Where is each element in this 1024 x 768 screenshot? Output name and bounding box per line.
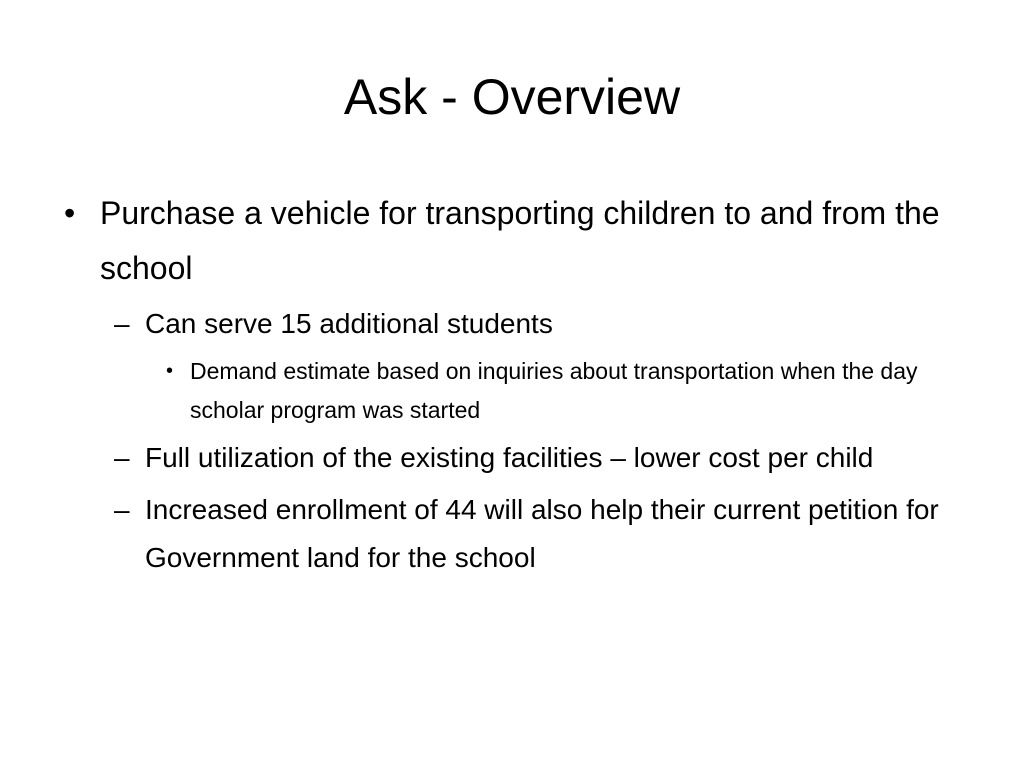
bullet-marker: • [166,360,174,382]
sub-bullet-increased-enrollment [58,486,998,582]
slide-title: Ask - Overview [343,69,681,125]
bullet-marker: • [64,195,76,231]
dash-marker: – [114,494,130,525]
sub-bullet-serve-students [58,300,998,348]
dash-marker: – [114,442,130,473]
sub-bullet-text: Can serve 15 additional students [145,308,553,339]
bullet-text: Purchase a vehicle for transporting children to and from the school [100,195,940,286]
sub-sub-bullet-demand-estimate [58,352,998,430]
sub-sub-bullet-text: Demand estimate based on inquiries about transportation when the day scholar program was started [190,358,918,423]
slide-body [58,186,998,582]
sub-bullet-full-utilization [58,434,998,482]
sub-bullet-text: Increased enrollment of 44 will also help their current petition for Government land for the school [145,494,939,573]
dash-marker: – [114,308,130,339]
bullet-purchase-vehicle [58,186,998,296]
sub-bullet-text: Full utilization of the existing facilities – lower cost per child [145,442,874,473]
